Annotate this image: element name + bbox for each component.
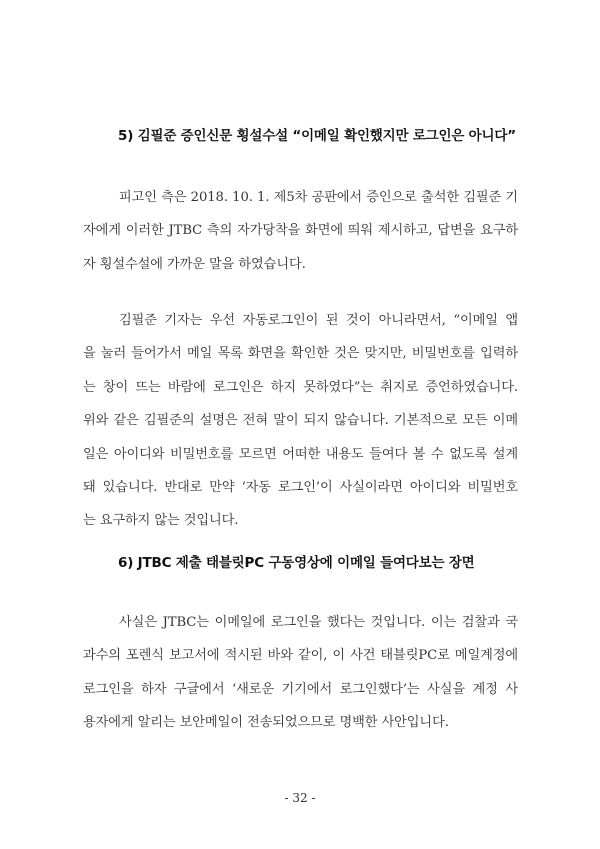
paragraph-line: 을 눌러 들어가서 메일 목록 화면을 확인한 것은 맞지만, 비밀번호를 입력하: [83, 346, 518, 362]
section-5-paragraph-2: [83, 304, 518, 538]
paragraph-line: 자 횡설수설에 가까운 말을 하였습니다.: [83, 256, 306, 272]
section-5-heading: 5) 김필준 증인신문 횡설수설 “이메일 확인했지만 로그인은 아니다”: [118, 128, 516, 144]
paragraph-line: 일은 아이디와 비밀번호를 모르면 어떠한 내용도 들여다 볼 수 없도록 설계: [83, 446, 518, 462]
section-6-heading: 6) JTBC 제출 태블릿PC 구동영상에 이메일 들여다보는 장면: [118, 555, 475, 571]
paragraph-line: 용자에게 알리는 보안메일이 전송되었으므로 명백한 사안입니다.: [83, 715, 449, 731]
section-5-paragraph-1: [83, 181, 518, 281]
paragraph-line: 과수의 포렌식 보고서에 적시된 바와 같이, 이 사건 태블릿PC로 메일계정에: [83, 648, 518, 664]
paragraph-line: 피고인 측은 2018. 10. 1. 제5차 공판에서 증인으로 출석한 김필준 기: [119, 190, 518, 205]
paragraph-line: 는 요구하지 않는 것입니다.: [83, 513, 239, 529]
paragraph-line: 자에게 이러한 JTBC 측의 자가당착을 화면에 띄워 제시하고, 답변을 요구하: [83, 223, 518, 239]
paragraph-line: 사실은 JTBC는 이메일에 로그인을 했다는 것입니다. 이는 검찰과 국: [119, 615, 518, 630]
paragraph-line: 위와 같은 김필준의 설명은 전혀 말이 되지 않습니다. 기본적으로 모든 이메: [83, 413, 518, 429]
page-number: - 32 -: [284, 791, 316, 805]
paragraph-line: 돼 있습니다. 반대로 만약 ‘자동 로그인’이 사실이라면 아이디와 비밀번호: [83, 479, 518, 495]
paragraph-line: 로그인을 하자 구글에서 ‘새로운 기기에서 로그인했다’는 사실을 계정 사: [83, 681, 518, 697]
paragraph-line: 는 창이 뜨는 바람에 로그인은 하지 못하였다”는 취지로 증언하였습니다.: [83, 379, 518, 395]
paragraph-line: 김필준 기자는 우선 자동로그인이 된 것이 아니라면서, “이메일 앱: [119, 313, 518, 328]
section-6-paragraph-1: [83, 606, 518, 740]
